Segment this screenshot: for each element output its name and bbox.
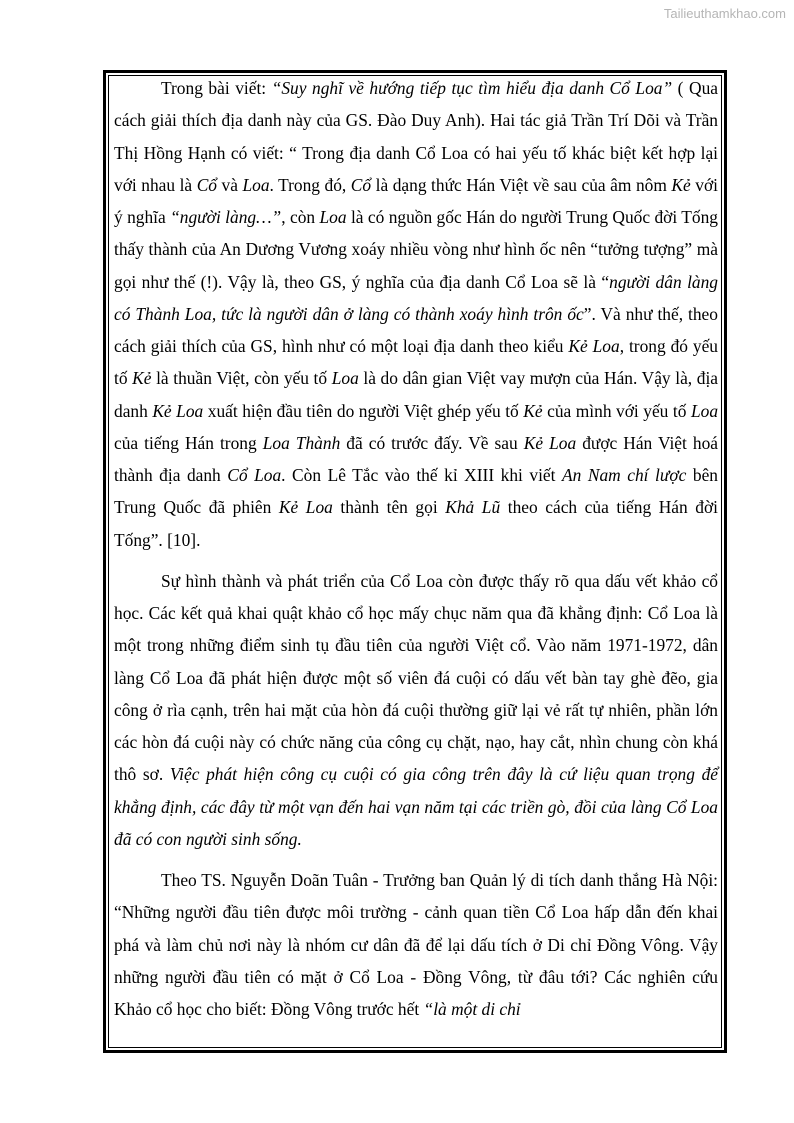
text-run: là dạng thức Hán Việt về sau của âm nôm	[371, 174, 672, 195]
body-text	[114, 72, 718, 1034]
italic-text: Kẻ Loa	[523, 432, 577, 453]
italic-text: Cổ	[196, 174, 217, 195]
text-run: theo cách của tiếng Hán đời Tống”. [10].	[114, 497, 718, 550]
italic-text: Cổ Loa	[227, 465, 282, 485]
text-run: và	[216, 174, 243, 195]
text-run: . Trong đó,	[269, 174, 351, 195]
italic-text: Kẻ	[523, 400, 543, 421]
text-run: . Còn Lê Tắc vào thế kỉ XIII khi viết	[281, 465, 563, 485]
text-run: Sự hình thành và phát triển của Cổ Loa còn được thấy rõ qua dấu vết khảo cổ học. Các kết quả khai quật khảo cổ học mấy chục năm qua đã khẳng định: Cổ Loa là một trong những điểm sinh tụ đầu tiên của người Việt cổ. Vào năm 1971-1972, dân làng Cổ Loa đã phát hiện được một số viên đá cuội có dấu vết bàn tay ghè đẽo, gia công ở rìa cạnh, trên hai mặt của hòn đá cuội thường giữ lại vẻ rất tự nhiên, phần lớn các hòn đá cuội này có chức năng của công cụ chặt, nạo, hay cắt, nhìn chung còn khá thô sơ.	[114, 570, 718, 785]
italic-text: Việc phát hiện công cụ cuội có gia công trên đây là cứ liệu quan trọng để khẳng định, các đây từ một vạn đến hai vạn năm tại các triền gò, đồi của làng Cổ Loa đã có con người sinh sống.	[114, 764, 718, 849]
text-run: là do dân gian Việt vay mượn của Hán. Vậy là, địa danh	[114, 368, 719, 421]
italic-text: Cổ	[350, 174, 372, 195]
italic-text: “là một di chỉ	[423, 999, 521, 1019]
watermark: Tailieuthamkhao.com	[663, 6, 786, 21]
italic-text: người dân làng có Thành Loa, tức là người dân ở làng có thành xoáy hình trôn ốc	[114, 271, 718, 324]
paragraph	[114, 72, 718, 556]
paragraph	[114, 864, 718, 1025]
italic-text: Kẻ Loa	[278, 497, 333, 518]
text-run: của mình với yếu tố	[542, 400, 691, 421]
text-run: ( Qua cách giải thích địa danh này của GS. Đào Duy Anh). Hai tác giả Trần Trí Dõi và Trần Thị Hồng Hạnh có viết: “ Trong địa danh Cổ Loa có hai yếu tố khác biệt kết hợp lại với nhau là	[114, 78, 718, 195]
italic-text: An Nam chí lược	[562, 465, 687, 485]
italic-text: Kẻ	[132, 368, 152, 389]
text-run: được Hán Việt hoá thành địa danh	[114, 432, 718, 485]
text-run: Trong bài viết:	[161, 78, 272, 98]
italic-text: Khả Lũ	[445, 497, 501, 518]
text-run: của tiếng Hán trong	[114, 432, 263, 453]
text-run: bên Trung Quốc đã phiên	[114, 465, 718, 518]
italic-text: Loa	[690, 400, 719, 421]
text-run: là có nguồn gốc Hán do người Trung Quốc đời Tống thấy thành của An Dương Vương xoáy nhiều vòng như hình ốc nên “tưởng tượng” mà gọi như thế (!). Vậy là, theo GS, ý nghĩa của địa danh Cổ Loa sẽ là “	[114, 207, 718, 292]
italic-text: Loa	[242, 174, 270, 195]
italic-text: Kẻ	[671, 174, 691, 195]
italic-text: “Suy nghĩ về hướng tiếp tục tìm hiểu địa danh Cổ Loa”	[271, 78, 673, 98]
text-run: là thuần Việt, còn yếu tố	[151, 368, 332, 389]
italic-text: Kẻ Loa	[152, 400, 204, 421]
text-run: thành tên gọi	[332, 497, 446, 518]
text-run: Theo TS. Nguyễn Doãn Tuân - Trưởng ban Quản lý di tích danh thắng Hà Nội: “Những người đầu tiên được môi trường - cảnh quan tiền Cổ Loa hấp dẫn đến khai phá và làm chủ nơi này là nhóm cư dân đã để lại dấu tích ở Di chỉ Đồng Vông. Vậy những người đầu tiên có mặt ở Cổ Loa - Đồng Vông, từ đâu tới? Các nghiên cứu Khảo cổ học cho biết: Đồng Vông trước hết	[114, 870, 718, 1019]
text-run: đã có trước đấy. Về sau	[340, 432, 524, 453]
italic-text: Loa Thành	[262, 432, 341, 453]
text-run: , trong đó yếu tố	[114, 336, 718, 389]
italic-text: Kẻ Loa	[568, 336, 620, 356]
italic-text: “người làng…”	[170, 207, 282, 227]
text-run: xuất hiện đầu tiên do người Việt ghép yếu tố	[203, 400, 524, 421]
text-run: với ý nghĩa	[114, 174, 719, 227]
italic-text: Loa	[319, 207, 347, 227]
text-run: ”. Và như thế, theo cách giải thích của GS, hình như có một loại địa danh theo kiểu	[114, 303, 718, 356]
text-run: , còn	[281, 207, 320, 227]
italic-text: Loa	[331, 368, 359, 389]
paragraph	[114, 565, 718, 855]
